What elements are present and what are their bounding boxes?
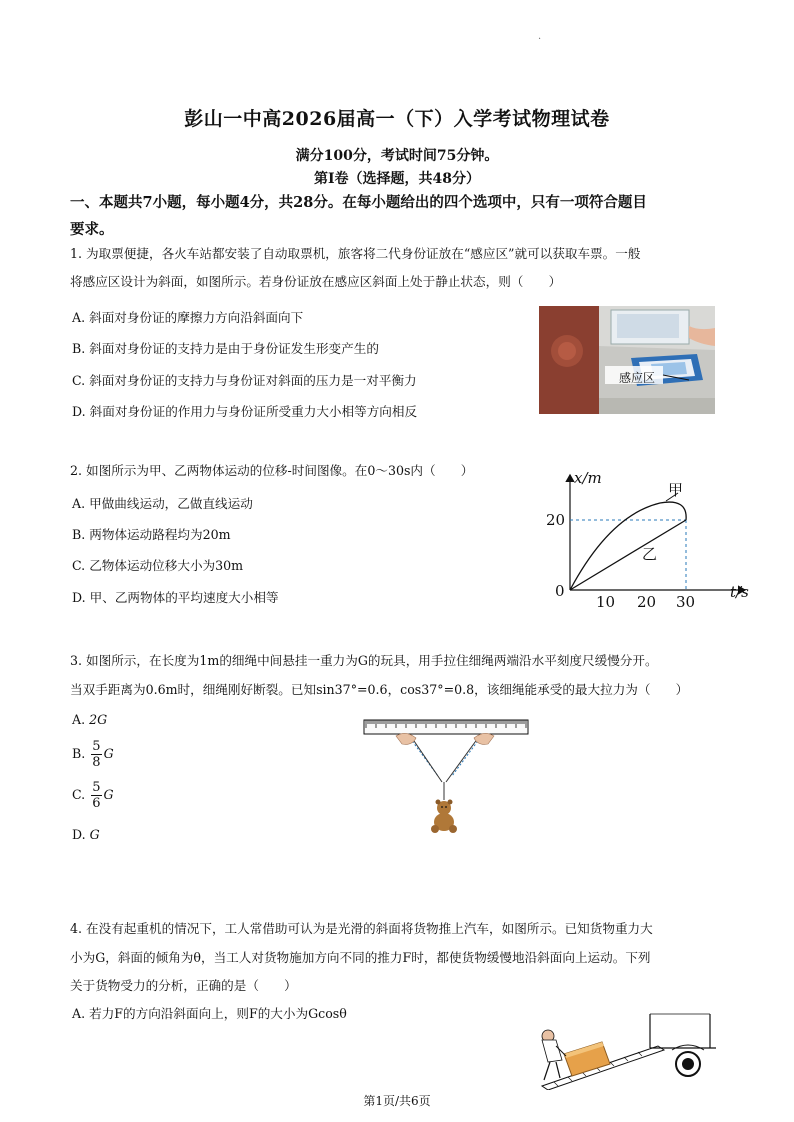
position-time-graph <box>540 465 760 615</box>
question-4-option-a-text[interactable]: A. 若力F的方向沿斜面向上，则F的大小为Gcosθ <box>72 1006 347 1021</box>
question-2-line: 2. 如图所示为甲、乙两物体运动的位移-时间图像。在0～30s内（ ） <box>70 463 474 478</box>
page-footer: 第1页/共6页 <box>363 1094 431 1108</box>
question-1-option-d[interactable]: D. 斜面对身份证的作用力与身份证所受重力大小相等方向相反 <box>72 404 418 419</box>
section-heading-line: 一、本题共7小题，每小题4分，共28分。在每小题给出的四个选项中，只有一项符合题目 <box>70 194 647 211</box>
y-axis-label <box>574 469 602 487</box>
x-tick-label: 20 <box>637 593 657 611</box>
option-value: 2G <box>89 712 108 727</box>
volume-heading: 第Ⅰ卷（选择题，共48分） <box>313 171 481 187</box>
option-prefix: C. <box>72 787 86 802</box>
y-axis-label-text: x/m <box>574 469 602 487</box>
curve-jia-label: 甲 <box>668 481 684 499</box>
option-value: G <box>89 827 100 842</box>
ticket-machine-photo <box>539 306 715 414</box>
question-1-line: 将感应区设计为斜面，如图所示。若身份证放在感应区斜面上处于静止状态，则（ ） <box>70 274 562 289</box>
option-value: G <box>103 746 114 761</box>
section-heading-line: 要求。 <box>70 221 114 238</box>
fraction-denominator: 8 <box>92 755 101 770</box>
x-axis-label <box>730 583 749 601</box>
x-axis-label-text: t/s <box>730 583 749 601</box>
option-prefix: A. <box>72 712 86 727</box>
header-mark: · <box>538 34 542 45</box>
question-3-option-d[interactable] <box>72 827 100 842</box>
question-1-line: 1. 为取票便捷，各火车站都安装了自动取票机，旅客将二代身份证放在“感应区”就可以获取车票。一般 <box>70 246 641 261</box>
fraction <box>91 739 101 770</box>
option-prefix: B. <box>72 746 86 761</box>
question-3-line: 3. 如图所示，在长度为1m的细绳中间悬挂一重力为G的玩具，用手拉住细绳两端沿水平刻度尺缓慢分开。 <box>70 653 658 668</box>
fraction-numerator: 5 <box>92 780 101 795</box>
question-1-option-b[interactable]: B. 斜面对身份证的支持力是由于身份证发生形变产生的 <box>72 341 379 356</box>
rope-ruler-figure <box>362 716 532 836</box>
page-title: 彭山一中高2026届高一（下）入学考试物理试卷 <box>184 108 610 130</box>
question-2-option-b[interactable]: B. 两物体运动路程均为20m <box>72 527 231 542</box>
question-4-line: 关于货物受力的分析，正确的是（ ） <box>70 978 297 993</box>
option-prefix: D. <box>72 827 86 842</box>
fraction-numerator: 5 <box>92 739 101 754</box>
question-1-option-c[interactable]: C. 斜面对身份证的支持力与身份证对斜面的压力是一对平衡力 <box>72 373 417 388</box>
question-4-line: 小为G，斜面的倾角为θ，当工人对货物施加方向不同的推力F时，都使货物缓慢地沿斜面向上运动。下列 <box>70 950 651 965</box>
fraction-denominator: 6 <box>92 796 101 811</box>
question-4-line: 4. 在没有起重机的情况下，工人常借助可认为是光滑的斜面将货物推上汽车，如图所示。已知货物重力大 <box>70 921 653 936</box>
x-tick-label: 30 <box>676 593 696 611</box>
question-1-option-a[interactable]: A. 斜面对身份证的摩擦力方向沿斜面向下 <box>72 310 304 325</box>
option-value: G <box>103 787 114 802</box>
question-3-option-c[interactable] <box>72 780 114 811</box>
origin-label: 0 <box>555 582 565 600</box>
y-tick-label: 20 <box>546 511 566 529</box>
question-3-option-a[interactable] <box>72 712 107 727</box>
curve-yi-label: 乙 <box>642 545 658 563</box>
question-2-option-a[interactable]: A. 甲做曲线运动，乙做直线运动 <box>72 496 253 511</box>
x-tick-label: 10 <box>596 593 616 611</box>
exam-info: 满分100分，考试时间75分钟。 <box>295 148 499 164</box>
ramp-truck-figure <box>540 1010 720 1090</box>
fraction <box>91 780 101 811</box>
sensing-area-label: 感应区 <box>619 371 656 385</box>
question-3-option-b[interactable] <box>72 739 114 770</box>
question-3-line: 当双手距离为0.6m时，细绳刚好断裂。已知sin37°=0.6，cos37°=0.8，该细绳能承受的最大拉力为（ ） <box>70 682 689 697</box>
section-heading <box>70 189 730 243</box>
question-2-option-c[interactable]: C. 乙物体运动位移大小为30m <box>72 558 244 573</box>
question-2-option-d[interactable]: D. 甲、乙两物体的平均速度大小相等 <box>72 590 279 605</box>
